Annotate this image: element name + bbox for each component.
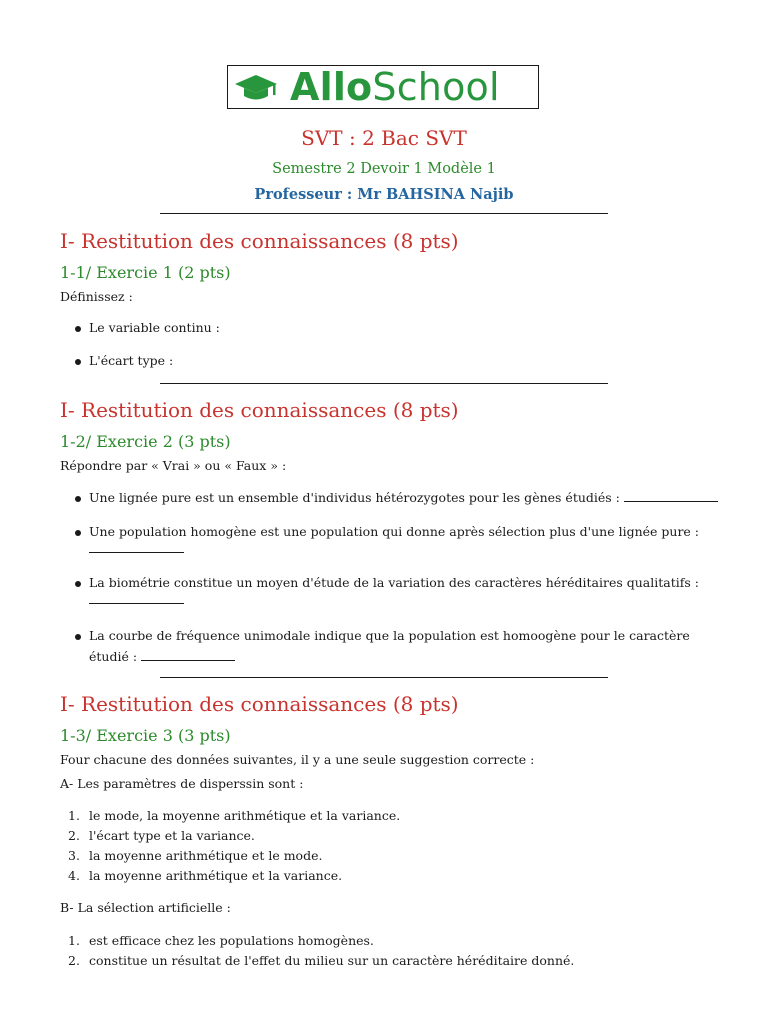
option-number: 1. xyxy=(68,933,80,948)
bullet xyxy=(75,581,81,587)
list-item: La biométrie constitue un moyen d'étude de la variation des caractères héréditaires qualitatifs : xyxy=(89,575,699,590)
graduation-cap-icon xyxy=(234,72,278,104)
list-item-continuation xyxy=(89,649,235,664)
answer-blank[interactable] xyxy=(89,603,184,604)
list-item xyxy=(89,490,718,505)
option-text: la moyenne arithmétique et la variance. xyxy=(89,868,343,883)
page-title: SVT : 2 Bac SVT xyxy=(301,126,467,150)
option-text: est efficace chez les populations homogènes. xyxy=(89,933,374,948)
section-heading: I- Restitution des connaissances (8 pts) xyxy=(60,398,459,422)
divider xyxy=(160,383,608,384)
exercise-heading: 1-2/ Exercie 2 (3 pts) xyxy=(60,432,231,451)
answer-blank[interactable] xyxy=(624,501,718,502)
option-text: constitue un résultat de l'effet du milieu sur un caractère héréditaire donné. xyxy=(89,953,575,968)
bullet xyxy=(75,496,81,502)
list-item: Une population homogène est une population qui donne après sélection plus d'une lignée pure : xyxy=(89,524,700,539)
alloschool-logo xyxy=(227,65,539,109)
option-text: la moyenne arithmétique et le mode. xyxy=(89,848,323,863)
bullet xyxy=(75,530,81,536)
question-b-label: B- La sélection artificielle : xyxy=(60,900,231,915)
list-item: La courbe de fréquence unimodale indique que la population est homoogène pour le caractère xyxy=(89,628,690,643)
section-heading: I- Restitution des connaissances (8 pts) xyxy=(60,229,459,253)
logo-brand-bold: Allo xyxy=(290,65,373,109)
page-subtitle: Semestre 2 Devoir 1 Modèle 1 xyxy=(272,161,496,177)
logo-text xyxy=(290,64,500,110)
exercise-heading: 1-3/ Exercie 3 (3 pts) xyxy=(60,726,231,745)
list-item: L'écart type : xyxy=(89,353,174,368)
bullet xyxy=(75,634,81,640)
professor-name: Professeur : Mr BAHSINA Najib xyxy=(254,186,514,203)
option-text: le mode, la moyenne arithmétique et la variance. xyxy=(89,808,401,823)
bullet xyxy=(75,359,81,365)
question-a-label: A- Les paramètres de disperssin sont : xyxy=(60,776,304,791)
divider xyxy=(160,677,608,678)
statement-text: étudié : xyxy=(89,649,138,664)
section-heading: I- Restitution des connaissances (8 pts) xyxy=(60,692,459,716)
instruction-text: Répondre par « Vrai » ou « Faux » : xyxy=(60,458,287,473)
exercise-heading: 1-1/ Exercie 1 (2 pts) xyxy=(60,263,231,282)
answer-line xyxy=(89,592,184,607)
instruction-text: Définissez : xyxy=(60,289,133,304)
statement-text: Une lignée pure est un ensemble d'individus hétérozygotes pour les gènes étudiés : xyxy=(89,490,620,505)
instruction-text: Four chacune des données suivantes, il y a une seule suggestion correcte : xyxy=(60,752,535,767)
bullet xyxy=(75,326,81,332)
option-number: 2. xyxy=(68,828,80,843)
list-item: Le variable continu : xyxy=(89,320,220,335)
option-number: 4. xyxy=(68,868,80,883)
option-text: l'écart type et la variance. xyxy=(89,828,255,843)
option-number: 1. xyxy=(68,808,80,823)
logo-brand-regular: School xyxy=(372,65,500,109)
answer-blank[interactable] xyxy=(89,552,184,553)
option-number: 2. xyxy=(68,953,80,968)
answer-line xyxy=(89,541,184,556)
divider xyxy=(160,213,608,214)
option-number: 3. xyxy=(68,848,80,863)
answer-blank[interactable] xyxy=(141,660,235,661)
